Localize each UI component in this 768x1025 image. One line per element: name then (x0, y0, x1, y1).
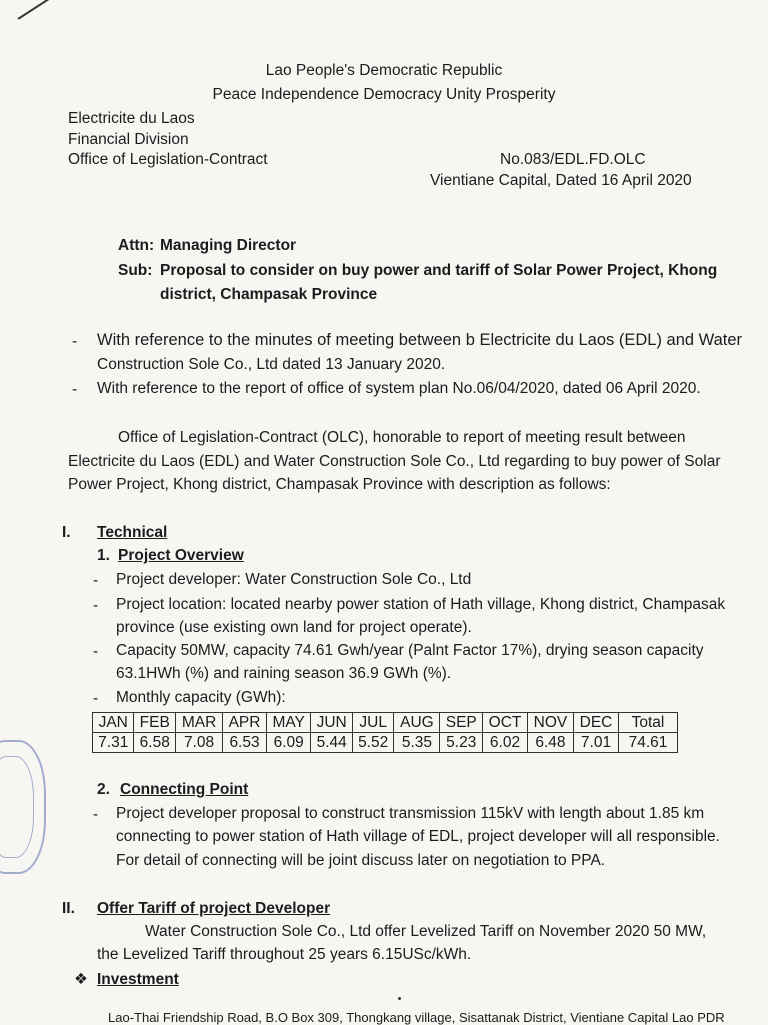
table-header-cell: OCT (483, 713, 528, 733)
table-header-cell: MAY (266, 713, 311, 733)
table-cell: 7.31 (93, 733, 134, 753)
subsection-title: Project Overview (118, 547, 244, 564)
subject-label: Sub: (118, 262, 153, 279)
table-header-cell: JUN (311, 713, 352, 733)
reference-dash: - (72, 333, 78, 350)
table-header-cell: JUL (352, 713, 393, 733)
table-header-cell: NOV (527, 713, 573, 733)
subsection-title: Connecting Point (120, 781, 249, 798)
country-name: Lao People's Democratic Republic (265, 62, 503, 79)
section-title: Offer Tariff of project Developer (97, 900, 331, 917)
bullet-dash: - (93, 597, 99, 614)
table-cell: 6.02 (483, 733, 528, 753)
reference-number: No.083/EDL.FD.OLC (500, 151, 646, 168)
bullet-text: Monthly capacity (GWh): (116, 689, 286, 706)
subject-line-2: district, Champasak Province (160, 286, 378, 303)
intro-line-2: Electricite du Laos (EDL) and Water Construction Sole Co., Ltd regarding to buy power of Solar (68, 453, 721, 470)
section-title: Technical (97, 524, 168, 541)
org-name: Electricite du Laos (68, 110, 195, 127)
reference-dash: - (72, 381, 78, 398)
table-cell: 7.01 (573, 733, 618, 753)
table-cell: 74.61 (619, 733, 678, 753)
official-stamp (0, 740, 46, 874)
bullet-text: Capacity 50MW, capacity 74.61 Gwh/year (Palnt Factor 17%), drying season capacity (116, 642, 704, 659)
table-header-cell: APR (223, 713, 267, 733)
table-header-cell: JAN (93, 713, 134, 733)
table-cell: 7.08 (175, 733, 222, 753)
division-name: Financial Division (68, 131, 189, 148)
table-cell: 5.44 (311, 733, 352, 753)
table-cell: 6.53 (223, 733, 267, 753)
pen-mark (18, 0, 56, 19)
section-number: II. (62, 900, 75, 917)
document-date: Vientiane Capital, Dated 16 April 2020 (430, 172, 692, 189)
bullet-text: Project location: located nearby power station of Hath village, Khong district, Champasak (116, 596, 726, 613)
investment-heading: Investment (97, 971, 179, 988)
subsection-number: 1. (97, 547, 110, 564)
table-cell: 5.52 (352, 733, 393, 753)
attn-value: Managing Director (160, 237, 297, 254)
bullet-text: connecting to power station of Hath village of EDL, project developer will all responsible. (116, 828, 720, 845)
bullet-text: province (use existing own land for project operate). (116, 619, 472, 636)
footer-address: Lao-Thai Friendship Road, B.O Box 309, Thongkang village, Sisattanak District, Vientiane Capital Lao PDR (108, 1010, 725, 1025)
table-header-cell: SEP (440, 713, 483, 733)
monthly-capacity-table (92, 712, 678, 753)
bullet-text: Project developer: Water Construction Sole Co., Ltd (116, 571, 472, 588)
table-cell: 6.09 (266, 733, 311, 753)
table-header-cell: DEC (573, 713, 618, 733)
table-cell: 5.23 (440, 733, 483, 753)
tariff-line-2: the Levelized Tariff throughout 25 years 6.15USc/kWh. (97, 946, 472, 963)
bullet-dash: - (93, 572, 99, 589)
table-cell: 6.58 (134, 733, 175, 753)
reference-line: Construction Sole Co., Ltd dated 13 January 2020. (97, 356, 446, 373)
intro-line-3: Power Project, Khong district, Champasak Province with description as follows: (68, 476, 611, 493)
bullet-text: 63.1HWh (%) and raining season 36.9 GWh (%). (116, 665, 452, 682)
table-header-cell: FEB (134, 713, 175, 733)
intro-line-1: Office of Legislation-Contract (OLC), honorable to report of meeting result between (118, 429, 686, 446)
table-header-cell: Total (619, 713, 678, 733)
reference-line: With reference to the report of office of system plan No.06/04/2020, dated 06 April 2020. (97, 380, 701, 397)
bullet-dash: - (93, 690, 99, 707)
tariff-line-1: Water Construction Sole Co., Ltd offer Levelized Tariff on November 2020 50 MW, (145, 923, 707, 940)
ink-dot (398, 997, 401, 1000)
section-number: I. (62, 524, 71, 541)
bullet-text: For detail of connecting will be joint discuss later on negotiation to PPA. (116, 852, 606, 869)
national-motto: Peace Independence Democracy Unity Prosperity (212, 86, 556, 103)
subsection-number: 2. (97, 781, 110, 798)
table-row (93, 733, 678, 753)
table-cell: 5.35 (394, 733, 440, 753)
subject-line-1: Proposal to consider on buy power and tariff of Solar Power Project, Khong (160, 262, 718, 279)
diamond-bullet-icon: ❖ (74, 971, 88, 988)
attn-label: Attn: (118, 237, 155, 254)
bullet-dash: - (93, 643, 99, 660)
office-name: Office of Legislation-Contract (68, 151, 268, 168)
reference-line: With reference to the minutes of meeting between b Electricite du Laos (EDL) and Water (97, 331, 743, 349)
table-header-row (93, 713, 678, 733)
table-header-cell: MAR (175, 713, 222, 733)
table-header-cell: AUG (394, 713, 440, 733)
table-cell: 6.48 (527, 733, 573, 753)
bullet-text: Project developer proposal to construct transmission 115kV with length about 1.85 km (116, 805, 705, 822)
bullet-dash: - (93, 806, 99, 823)
